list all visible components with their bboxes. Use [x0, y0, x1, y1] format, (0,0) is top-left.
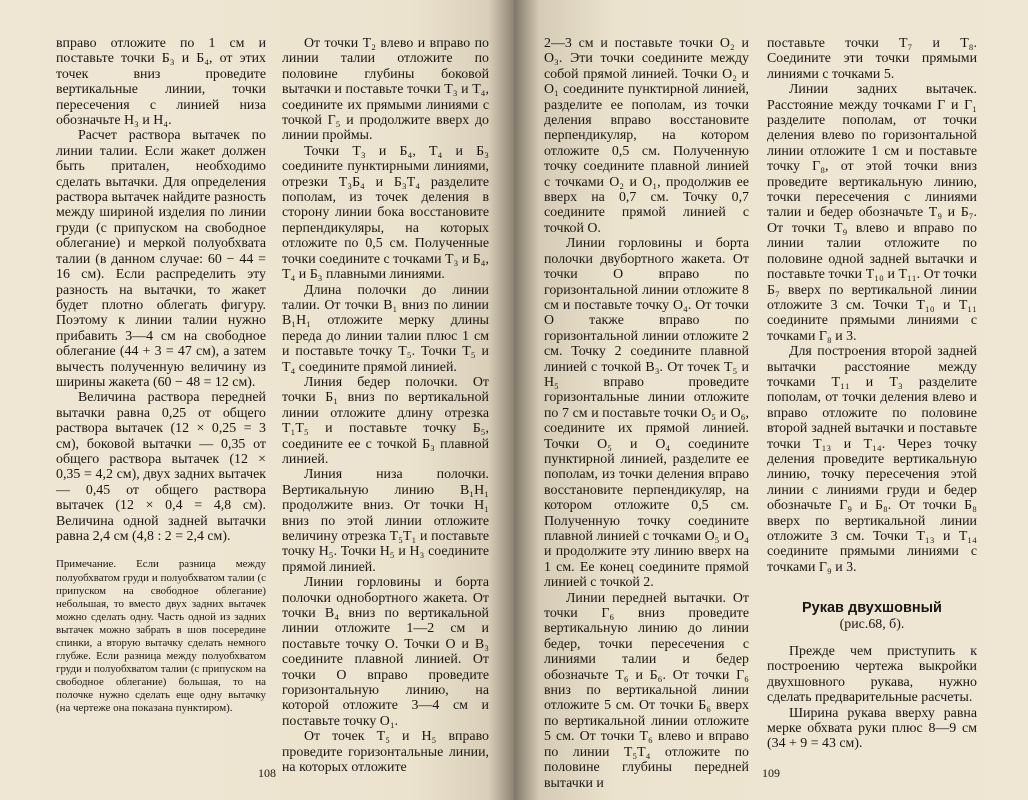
page-number: 109 [762, 766, 780, 780]
right-page-column-1 [544, 36, 749, 791]
paragraph: Линии горловины и борта полочки однобортного жакета. От точки В₄ вниз по вертикальной линии отложите 1—2 см и поставьте точку О. Точки О и В₃ соедините плавной линией. От точки О вправо проведите горизонтальную линию, на которой отложите 3—4 см и поставьте точку О₁. [282, 575, 489, 729]
paragraph: Величина раствора передней вытачки равна 0,25 от общего раствора вытачек (12 × 0,25 = 3 см), боковой вытачки — 0,35 от общего раствора вытачек (12 × 0,35 = 4,2 см), двух задних вытачек — 0,45 от общего раствора вытачек (12 × 0,4 = 4,8 см). Величина одной задней вытачки равна 2,4 см (4,8 : 2 = 2,4 см). [56, 390, 266, 544]
section-heading [767, 601, 977, 616]
paragraph: Линии задних вытачек. Расстояние между точками Г и Г₁ разделите пополам, от точки деления влево по горизонтальной линии отложите 1 см и поставьте точку Г₈, от этой точки вниз проведите вертикальную линию, точки пересечения с линиями талии и бедер обозначьте Т₉ и Б₇. От точки Т₉ влево и вправо по линии талии отложите по половине одной задней вытачки и поставьте точки Т₁₀ и Т₁₁. От точки Б₇ вверх по вертикальной линии отложите 3 см. Точки Т₁₀ и Т₁₁ соедините прямыми линиями с точками Г₈ и 3. [767, 82, 977, 344]
paragraph: Длина полочки до линии талии. От точки В₁ вниз по линии В₁Н₁ отложите мерку длины переда до линии талии плюс 1 см и поставьте точку Т₅. Точки Т₅ и Т₄ соедините прямой линией. [282, 282, 489, 375]
paragraph: От точки Т₂ влево и вправо по линии талии отложите по половине глубины боковой вытачки и поставьте точки Т₃ и Т₄, соедините их прямыми линиями с точкой Г₅ и продолжите вверх до линии проймы. [282, 36, 489, 144]
paragraph: Ширина рукава вверху равна мерке обхвата руки плюс 8—9 см (34 + 9 = 43 см). [767, 705, 977, 752]
note-paragraph: Примечание. Если разница между полуобхватом груди и полуобхватом талии (с припуском на свободное облегание) небольшая, то вместо двух задних вытачек можно сделать одну. Часть одной из задних вытачек можно забрать в шов посередине спинки, а вторую вытачку сделать немного глубже. Если разница между полуобхватом груди и полуобхватом талии (с припуском на свободное облегание) большая, то на полочке нужно сделать еще одну вытачку (на чертеже она показана пунктиром). [56, 558, 266, 715]
paragraph: Для построения второй задней вытачки расстояние между точками Т₁₁ и Т₃ разделите пополам, от точки деления влево и вправо отложите по половине второй задней вытачки и поставьте точки Т₁₃ и Т₁₄. Через точку деления проведите вертикальную линию, точку пересечения этой линии с линиями груди и бедер обозначьте Г₉ и Б₈. От точки Б₈ вверх по вертикальной линии отложите 3 см. Точки Т₁₃ и Т₁₄ соедините прямыми линиями с точками Г₉ и 3. [767, 344, 977, 575]
paragraph: Линии горловины и борта полочки двубортного жакета. От точки О вправо по горизонтальной линии отложите 8 см и поставьте точку О₄. От точки О также вправо по горизонтальной линии отложите 2 см. Точку 2 соедините плавной линией с точкой В₃. От точек Т₅ и Н₅ вправо проведите горизонтальные линии отложите по 7 см и поставьте точки О₅ и О₆, соедините их прямой линией. Точки О₅ и О₄ соедините пунктирной линией, разделите ее пополам, из точки деления вправо восстановите перпендикуляр, на котором отложите 0,5 см. Полученную точку соедините плавной линией с точками О₅ и О₄ и продолжите эту линию вверх на 1 см. Ее конец соедините прямой линией с точкой 2. [544, 236, 749, 591]
left-page-column-2 [282, 36, 489, 776]
paragraph: Расчет раствора вытачек по линии талии. Если жакет должен быть притален, необходимо сделать вытачки. Для определения раствора вытачек найдите разность между шириной изделия по линии груди (с припуском на свободное облегание) и меркой полуобхвата талии (в данном случае: 60 − 44 = 16 см). Если распределить эту разность на вытачки, то жакет будет плотно облегать фигуру. Поэтому к линии талии нужно прибавить 3—4 см на свободное облегание (44 + 3 = 47 см), а затем вычесть полученную величину из ширины жакета (60 − 48 = 12 см). [56, 128, 266, 390]
paragraph: Линия бедер полочки. От точки Б₁ вниз по вертикальной линии отложите длину отрезка Т₁Т₅ и поставьте точку Б₅, соедините ее с точкой Б₃ плавной линией. [282, 374, 489, 467]
right-page-column-2 [767, 36, 977, 752]
paragraph: Точки Т₃ и Б₄, Т₄ и Б₃ соедините пунктирными линиями, отрезки Т₃Б₄ и Б₃Т₄ разделите пополам, из точек деления в сторону линии бока восстановите перпендикуляры, на которых отложите по 0,5 см. Полученные точки соедините с точками Т₃ и Б₄, Т₄ и Б₃ плавными линиями. [282, 143, 489, 283]
page-number: 108 [258, 766, 276, 780]
paragraph: поставьте точки Т₇ и Т₈. Соедините эти точки прямыми линиями с точками 5. [767, 36, 977, 82]
paragraph: 2—3 см и поставьте точки О₂ и О₃. Эти точки соедините между собой прямой линией. Точки О₂ и О₁ соедините пунктирной линией, разделите ее пополам, из точки деления вправо восстановите перпендикуляр, на котором отложите 0,5 см. Полученную точку соедините плавной линией с точками О₂ и О₁, продолжив ее вверх на 0,7 см. Точку 0,7 соедините прямой линией с точкой О. [544, 36, 749, 236]
paragraph: От точек Т₅ и Н₅ вправо проведите горизонтальные линии, на которых отложите [282, 729, 489, 776]
paragraph: Прежде чем приступить к построению чертежа выкройки двухшовного рукава, нужно сделать предварительные расчеты. [767, 644, 977, 706]
section-title: Рукав двухшовный [802, 600, 942, 617]
paragraph: вправо отложите по 1 см и поставьте точки Б₃ и Б₄, от этих точек вниз проведите вертикальные линии, точки пересечения с линией низа обозначьте Н₃ и Н₄. [56, 36, 266, 129]
paragraph: Линия низа полочки. Вертикальную линию В₁Н₁ продолжите вниз. От точки Н₁ вниз по этой линии отложите величину отрезка Т₅Т₁ и поставьте точку Н₅. Точки Н₅ и Н₃ соедините прямой линией. [282, 467, 489, 575]
left-page-column-1 [56, 36, 266, 716]
right-page [514, 0, 1028, 800]
figure-reference: (рис.68, б). [839, 616, 905, 632]
paragraph: Линии передней вытачки. От точки Г₆ вниз проведите вертикальную линию до линии бедер, точки пересечения с линиями талии и бедер обозначьте Т₆ и Б₆. От точки Г₆ вниз по вертикальной линии отложите 5 см. От точки Б₆ вверх по вертикальной линии отложите 5 см. От точки Т₆ влево и вправо по линии Т₅Т₄ отложите по половине глубины передней вытачки и [544, 590, 749, 791]
